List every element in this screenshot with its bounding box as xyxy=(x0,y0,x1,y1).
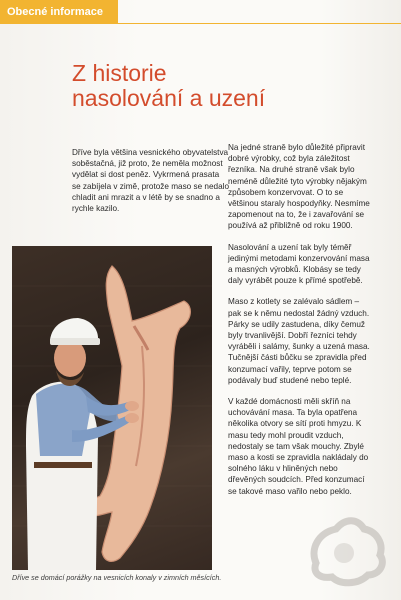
right-column xyxy=(228,142,372,507)
paragraph: Dříve byla většina vesnického obyvatelstva soběstačná, již proto, že neměla možnost vydělat si dost peněz. Vykrmená prasata se zabíjela v zimě, protože maso se nedalo chladit ani mrazit a v létě by se snadno a rychle kazilo. xyxy=(72,148,230,214)
photo-caption: Dříve se domácí porážky na vesnicích konaly v zimních měsících. xyxy=(12,573,222,582)
pig-watermark-icon xyxy=(300,505,388,593)
paragraph: Na jedné straně bylo důležité připravit dobré výrobky, což byla záležitost řezníka. Na druhé straně však bylo neméně důležité tyto výrobky nějakým způsobem konzervovat. O to se většinou staraly hospodyňky. Nesmíme zapomenout na to, že i zavařování se používá až přibližně od roku 1900. xyxy=(228,143,370,231)
photo-butcher-pig xyxy=(12,246,212,570)
section-label: Obecné informace xyxy=(0,0,118,24)
section-rule xyxy=(118,23,401,24)
paragraph: Maso z kotlety se zalévalo sádlem – pak se k němu nedostal žádný vzduch. Párky se udily zastudena, díky čemuž byly trvanlivější. Dobří řezníci tehdy vyráběli i salámy, šunky a uzená masa. Tučnější části bůčku se zpravidla před konzumací vařily, teprve potom se podávaly buď studené nebo teplé. xyxy=(228,297,370,385)
article-title xyxy=(72,61,322,111)
paragraph: V každé domácnosti měli skříň na uchovávání masa. Ta byla opatřena několika otvory se sítí proti hmyzu. K masu tedy mohl proudit vzduch, nedostaly se tam však mouchy. Zbylé maso a kosti se zpravidla nakládaly do solného láku v hliněných nebo dřevěných soudcích. Před konzumací se takové maso vařilo nebo peklo. xyxy=(228,397,369,496)
left-column xyxy=(72,147,230,224)
title-line-1: Z historie xyxy=(72,60,167,86)
paragraph: Nasolování a uzení tak byly téměř jedinými metodami konzervování masa a masných výrobků. Klobásy se tedy daly vyrábět pouze k přímé spotřebě. xyxy=(228,242,370,286)
photo-illustration xyxy=(12,246,212,570)
title-line-2: nasolování a uzení xyxy=(72,85,266,111)
